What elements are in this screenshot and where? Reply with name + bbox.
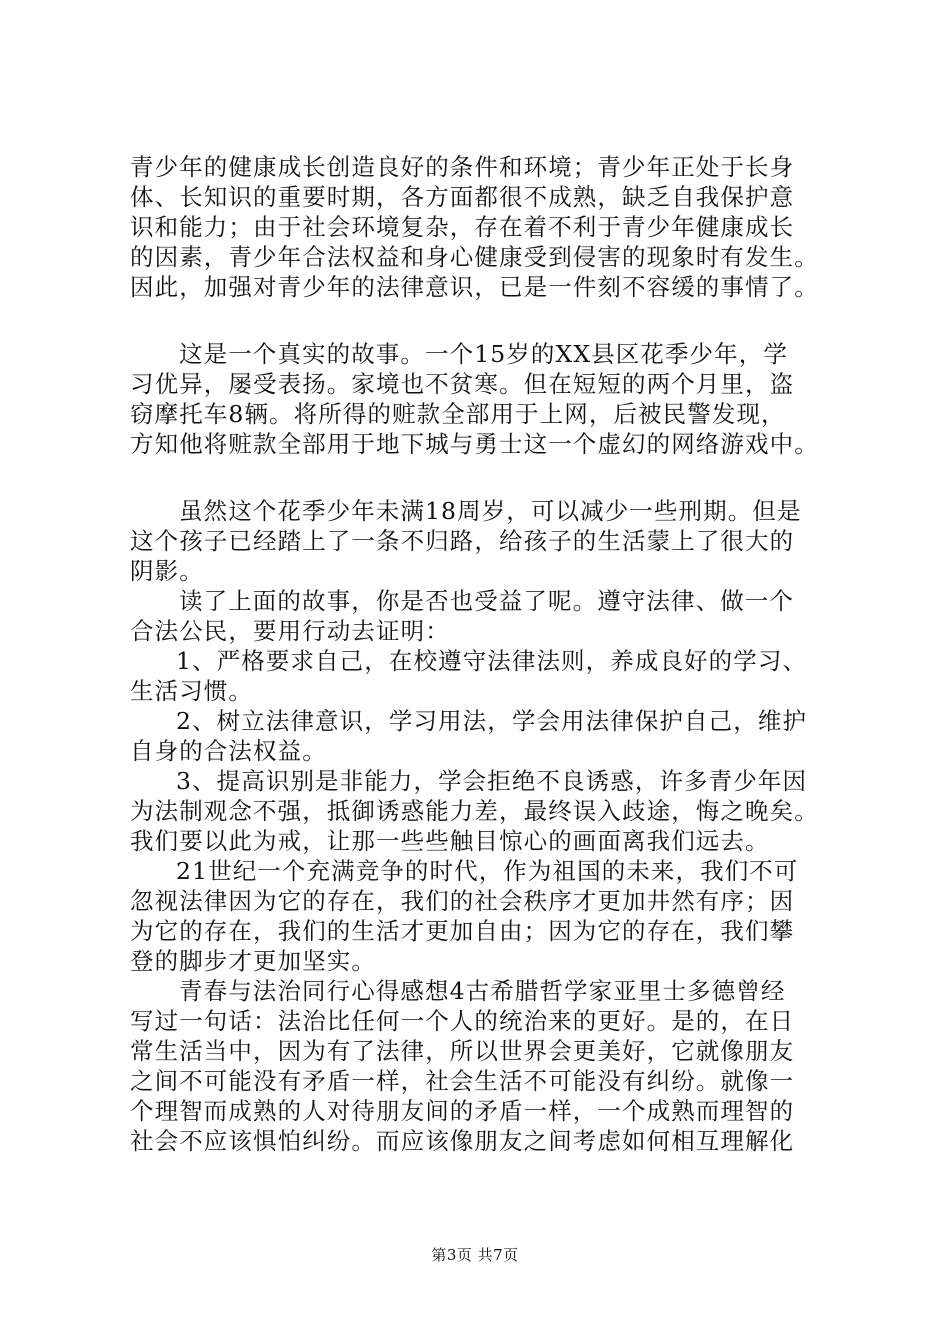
list-item [130,646,830,706]
text-line: 之间不可能没有矛盾一样，社会生活不可能没有纠纷。就像一 [130,1067,795,1095]
paragraph [130,976,830,1156]
list-item [130,706,830,766]
paragraph [130,496,830,586]
text-line: 我们要以此为戒，让那一些些触目惊心的画面离我们远去。 [130,827,770,855]
text-line: 3、提高识别是非能力，学会拒绝不良诱惑，许多青少年因 [176,767,808,795]
paragraph [130,856,830,976]
text-line: 1、严格要求自己，在校遵守法律法则，养成良好的学习、 [176,647,808,675]
text-line: 21世纪一个充满竞争的时代，作为祖国的未来，我们不可 [176,857,799,885]
text-line: 方知他将赃款全部用于地下城与勇士这一个虚幻的网络游戏中。 [130,430,819,458]
text-line: 写过一句话：法治比任何一个人的统治来的更好。是的，在日 [130,1007,795,1035]
text-line: 个理智而成熟的人对待朋友间的矛盾一样，一个成熟而理智的 [130,1097,795,1125]
text-line: 生活习惯。 [130,677,253,705]
text-line: 登的脚步才更加坚实。 [130,947,376,975]
page-footer [0,1245,950,1265]
text-line: 社会不应该惧怕纠纷。而应该像朋友之间考虑如何相互理解化 [130,1127,795,1155]
page-indicator: 第3页 共7页 [431,1246,519,1264]
text-line: 虽然这个花季少年未满18周岁，可以减少一些刑期。但是 [179,497,802,525]
text-line: 这个孩子已经踏上了一条不归路，给孩子的生活蒙上了很大的 [130,527,795,555]
document-body [130,152,830,1156]
text-line: 窃摩托车8辆。将所得的赃款全部用于上网，后被民警发现， [130,400,786,428]
text-line: 忽视法律因为它的存在，我们的社会秩序才更加井然有序；因 [130,887,795,915]
text-line: 常生活当中，因为有了法律，所以世界会更美好，它就像朋友 [130,1037,795,1065]
paragraph [130,586,830,646]
text-line: 识和能力；由于社会环境复杂，存在着不利于青少年健康成长 [130,213,795,241]
text-line: 青少年的健康成长创造良好的条件和环境；青少年正处于长身 [130,153,795,181]
text-line: 阴影。 [130,557,204,585]
list-item [130,766,830,856]
text-line: 体、长知识的重要时期，各方面都很不成熟，缺乏自我保护意 [130,183,795,211]
paragraph [130,339,830,459]
text-line: 这是一个真实的故事。一个15岁的XX县区花季少年，学 [179,340,788,368]
text-line: 习优异，屡受表扬。家境也不贫寒。但在短短的两个月里，盗 [130,370,795,398]
text-line: 因此，加强对青少年的法律意识，已是一件刻不容缓的事情了。 [130,273,819,301]
text-line: 的因素，青少年合法权益和身心健康受到侵害的现象时有发生。 [130,243,819,271]
text-line: 合法公民，要用行动去证明： [130,617,450,645]
text-line: 为法制观念不强，抵御诱惑能力差，最终误入歧途，悔之晚矣。 [130,797,819,825]
paragraph-gap [130,302,830,339]
paragraph-gap [130,459,830,496]
text-line: 为它的存在，我们的生活才更加自由；因为它的存在，我们攀 [130,917,795,945]
text-line: 自身的合法权益。 [130,737,327,765]
paragraph [130,152,830,302]
text-line: 读了上面的故事，你是否也受益了呢。遵守法律、做一个 [179,587,794,615]
text-line: 青春与法治同行心得感想4古希腊哲学家亚里士多德曾经 [179,977,786,1005]
text-line: 2、树立法律意识，学习用法，学会用法律保护自己，维护 [176,707,808,735]
